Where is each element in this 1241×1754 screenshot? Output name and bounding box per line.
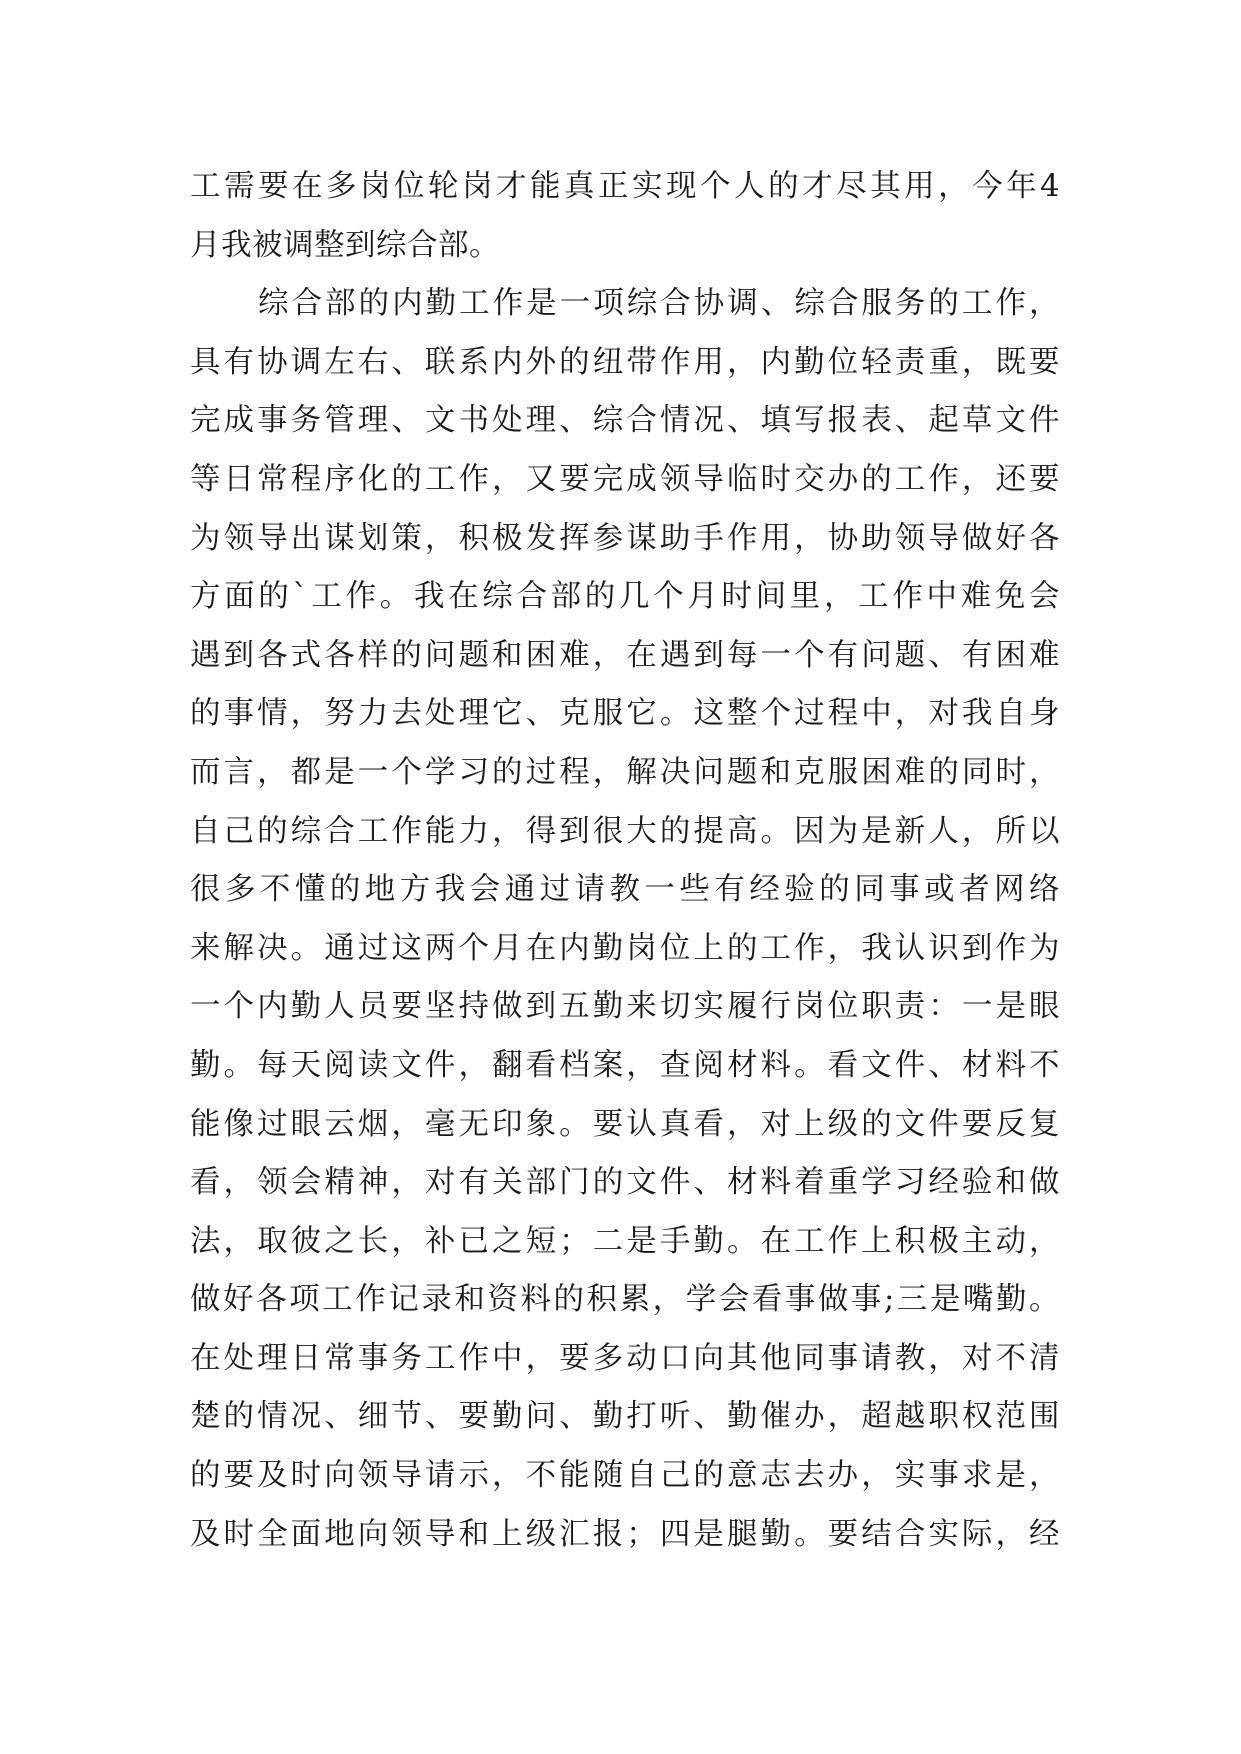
text-line: 在处理日常事务工作中，要多动口向其他同事请教，对不清 — [190, 1340, 1060, 1376]
text-line: 而言，都是一个学习的过程，解决问题和克服困难的同时， — [190, 754, 1060, 790]
text-line: 看，领会精神，对有关部门的文件、材料着重学习经验和做 — [190, 1165, 1060, 1201]
text-line: 等日常程序化的工作，又要完成领导临时交办的工作，还要 — [190, 461, 1060, 497]
text-line: 很多不懂的地方我会通过请教一些有经验的同事或者网络 — [190, 872, 1060, 908]
text-line: 具有协调左右、联系内外的纽带作用，内勤位轻责重，既要 — [190, 344, 1060, 380]
body-text — [190, 158, 1060, 1564]
text-line: 方面的`工作。我在综合部的几个月时间里，工作中难免会 — [190, 579, 1060, 615]
text-line: 一个内勤人员要坚持做到五勤来切实履行岗位职责：一是眼 — [190, 989, 1060, 1025]
text-line: 的要及时向领导请示，不能随自己的意志去办，实事求是， — [190, 1458, 1060, 1494]
text-line: 完成事务管理、文书处理、综合情况、填写报表、起草文件 — [190, 403, 1060, 439]
text-line: 楚的情况、细节、要勤问、勤打听、勤催办，超越职权范围 — [190, 1399, 1060, 1435]
text-line: 做好各项工作记录和资料的积累，学会看事做事;三是嘴勤。 — [190, 1282, 1060, 1318]
text-line: 勤。每天阅读文件，翻看档案，查阅材料。看文件、材料不 — [190, 1047, 1060, 1083]
text-line: 的事情，努力去处理它、克服它。这整个过程中，对我自身 — [190, 696, 1060, 732]
text-line: 工需要在多岗位轮岗才能真正实现个人的才尽其用，今年4 — [190, 169, 1060, 204]
text-line: 遇到各式各样的问题和困难，在遇到每一个有问题、有困难 — [190, 637, 1060, 673]
text-line: 来解决。通过这两个月在内勤岗位上的工作，我认识到作为 — [190, 930, 1060, 966]
text-line: 月我被调整到综合部。 — [190, 227, 500, 263]
text-line: 能像过眼云烟，毫无印象。要认真看，对上级的文件要反复 — [190, 1106, 1060, 1142]
text-line: 自己的综合工作能力，得到很大的提高。因为是新人，所以 — [190, 813, 1060, 849]
text-line: 法，取彼之长，补已之短；二是手勤。在工作上积极主动， — [190, 1223, 1060, 1259]
paragraph-first-line: 综合部的内勤工作是一项综合协调、综合服务的工作， — [258, 286, 1060, 322]
text-line: 及时全面地向领导和上级汇报；四是腿勤。要结合实际，经 — [190, 1516, 1060, 1552]
text-line: 为领导出谋划策，积极发挥参谋助手作用，协助领导做好各 — [190, 520, 1060, 556]
